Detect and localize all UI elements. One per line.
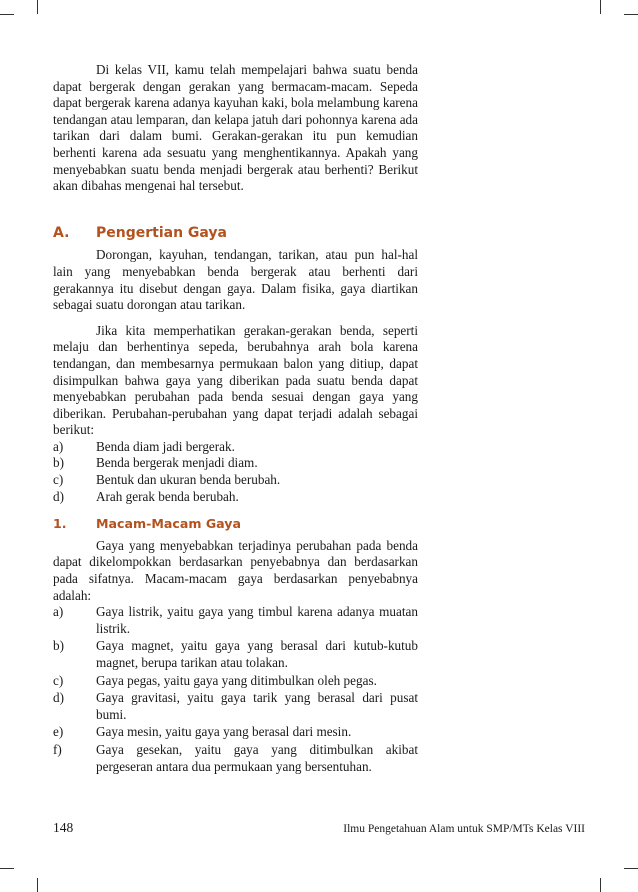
list-item [53,439,418,456]
crop-mark [624,868,638,869]
page-footer [53,820,585,836]
list-item [53,604,418,637]
list-item-text: Arah gerak benda berubah. [96,488,239,504]
crop-mark [600,878,601,892]
intro-paragraph: Di kelas VII, kamu telah mempelajari bahwa suatu benda dapat bergerak dengan gerakan yang bermacam-macam. Sepeda dapat bergerak karena adanya kayuhan kaki, bola melambung karena tendangan atau lemparan, dan kelapa jatuh dari pohonnya karena ada tarikan dari dalam bumi. Gerakan-gerakan itu pun kemudian berhenti karena ada sesuatu yang menghentikannya. Apakah yang menyebabkan suatu benda menjadi bergerak atau berhenti? Berikut akan dibahas mengenai hal tersebut. [53,62,418,194]
list-marker: e) [53,724,64,740]
subsection-number: 1. [53,516,67,532]
definition-paragraph: Dorongan, kayuhan, tendangan, tarikan, atau pun hal-hal lain yang menyebabkan benda bergerak atau berhenti dari gerakannya itu disebut dengan gaya. Dalam fisika, gaya diartikan sebagai suatu dorongan atau tarikan. [53,247,418,313]
list-marker: d) [53,488,64,504]
running-title: Ilmu Pengetahuan Alam untuk SMP/MTs Kelas VIII [343,823,585,835]
list-item [53,724,418,741]
list-item [53,638,418,671]
list-item [53,489,418,506]
subsection-title: Macam-Macam Gaya [96,516,242,532]
list-marker: c) [53,472,64,488]
list-item-text: Gaya pegas, yaitu gaya yang ditimbulkan oleh pegas. [96,672,377,688]
list-item [53,455,418,472]
list-item-text: Benda diam jadi bergerak. [96,438,235,454]
list-item-text: Benda bergerak menjadi diam. [96,455,258,471]
list-item-text: Gaya mesin, yaitu gaya yang berasal dari mesin. [96,724,352,740]
list-marker: f) [53,741,62,757]
list-item [53,673,418,690]
list-item [53,690,418,723]
section-number: A. [53,224,70,241]
crop-mark [37,878,38,892]
list-item-text: Gaya listrik, yaitu gaya yang timbul karena adanya muatan listrik. [96,604,418,636]
list-marker: b) [53,638,64,654]
list-item-text: Bentuk dan ukuran benda berubah. [96,472,281,488]
list-marker: c) [53,672,64,688]
changes-list [53,439,418,505]
force-types-list [53,604,418,775]
list-marker: b) [53,455,64,471]
crop-mark [0,868,14,869]
list-item [53,742,418,775]
list-marker: d) [53,690,64,706]
page-content [53,62,418,776]
list-marker: a) [53,438,64,454]
section-title: Pengertian Gaya [96,224,228,241]
types-paragraph: Gaya yang menyebabkan terjadinya perubahan pada benda dapat dikelompokkan berdasarkan penyebabnya dan berdasarkan pada sifatnya. Macam-macam gaya berdasarkan penyebabnya adalah: [53,537,418,603]
list-marker: a) [53,604,64,620]
page-number: 148 [53,820,74,835]
crop-mark [624,14,638,15]
crop-mark [0,14,14,15]
crop-mark [600,0,601,14]
changes-paragraph: Jika kita memperhatikan gerakan-gerakan benda, seperti melaju dan berhentinya sepeda, berubahnya arah bola karena tendangan, dan membesarnya permukaan balon yang ditiup, dapat disimpulkan bahwa gaya yang diberikan pada suatu benda dapat menyebabkan perubahan pada benda sesuai dengan gaya yang diberikan. Perubahan-perubahan yang dapat terjadi adalah sebagai berikut: [53,322,418,438]
list-item-text: Gaya magnet, yaitu gaya yang berasal dari kutub-kutub magnet, berupa tarikan atau tolakan. [96,638,418,670]
list-item-text: Gaya gesekan, yaitu gaya yang ditimbulkan akibat pergeseran antara dua permukaan yang bersentuhan. [96,741,418,774]
subsection-heading [53,516,418,533]
list-item [53,472,418,489]
list-item-text: Gaya gravitasi, yaitu gaya tarik yang berasal dari pusat bumi. [96,690,418,722]
section-heading [53,225,418,242]
crop-mark [37,0,38,14]
